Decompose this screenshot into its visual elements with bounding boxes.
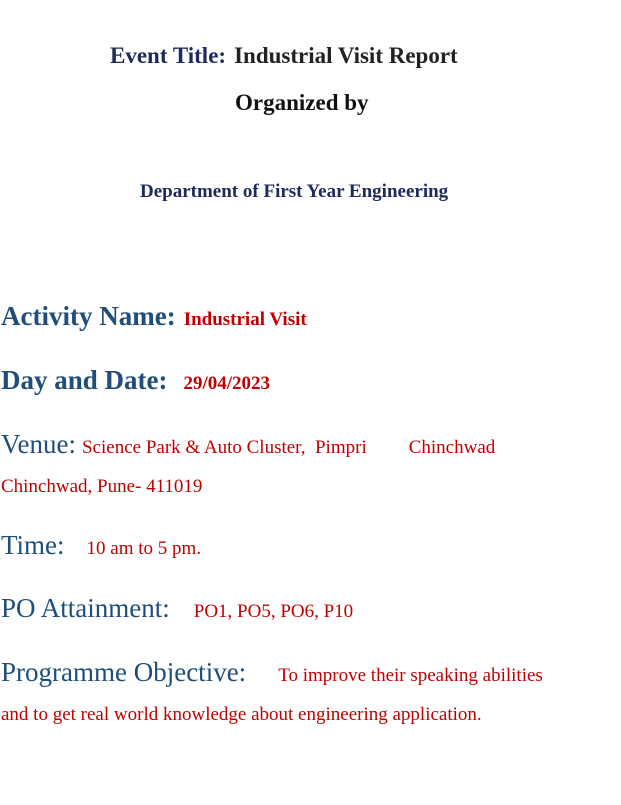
organized-by-heading: Organized by bbox=[235, 90, 369, 115]
po-attainment-value: PO1, PO5, PO6, P10 bbox=[193, 601, 354, 622]
programme-objective-row bbox=[1, 659, 543, 686]
time-value: 10 am to 5 pm. bbox=[86, 538, 202, 559]
venue-value-continued: Chinchwad bbox=[408, 437, 496, 458]
activity-name-label: Activity Name: bbox=[1, 301, 176, 331]
department-name: Department of First Year Engineering bbox=[140, 181, 449, 202]
time-row bbox=[1, 532, 201, 559]
programme-objective-value: To improve their speaking abilities bbox=[278, 665, 543, 686]
venue-value-line2: Chinchwad, Pune- 411019 bbox=[1, 476, 203, 497]
day-date-label: Day and Date: bbox=[1, 365, 168, 395]
po-attainment-row bbox=[1, 595, 353, 622]
time-label: Time: bbox=[1, 530, 65, 560]
venue-value: Science Park & Auto Cluster, Pimpri bbox=[81, 437, 367, 458]
venue-row bbox=[1, 431, 495, 458]
programme-objective-value-line2: and to get real world knowledge about engineering application. bbox=[1, 704, 482, 725]
event-title-heading bbox=[110, 44, 458, 67]
venue-label: Venue: bbox=[1, 429, 76, 459]
day-date-row bbox=[1, 367, 270, 394]
programme-objective-label: Programme Objective: bbox=[1, 657, 247, 687]
po-attainment-label: PO Attainment: bbox=[1, 593, 170, 623]
event-title-value: Industrial Visit Report bbox=[234, 43, 458, 68]
event-title-label: Event Title: bbox=[110, 43, 227, 68]
day-date-value: 29/04/2023 bbox=[183, 373, 271, 394]
activity-name-row bbox=[1, 303, 307, 330]
activity-name-value: Industrial Visit bbox=[183, 309, 307, 330]
